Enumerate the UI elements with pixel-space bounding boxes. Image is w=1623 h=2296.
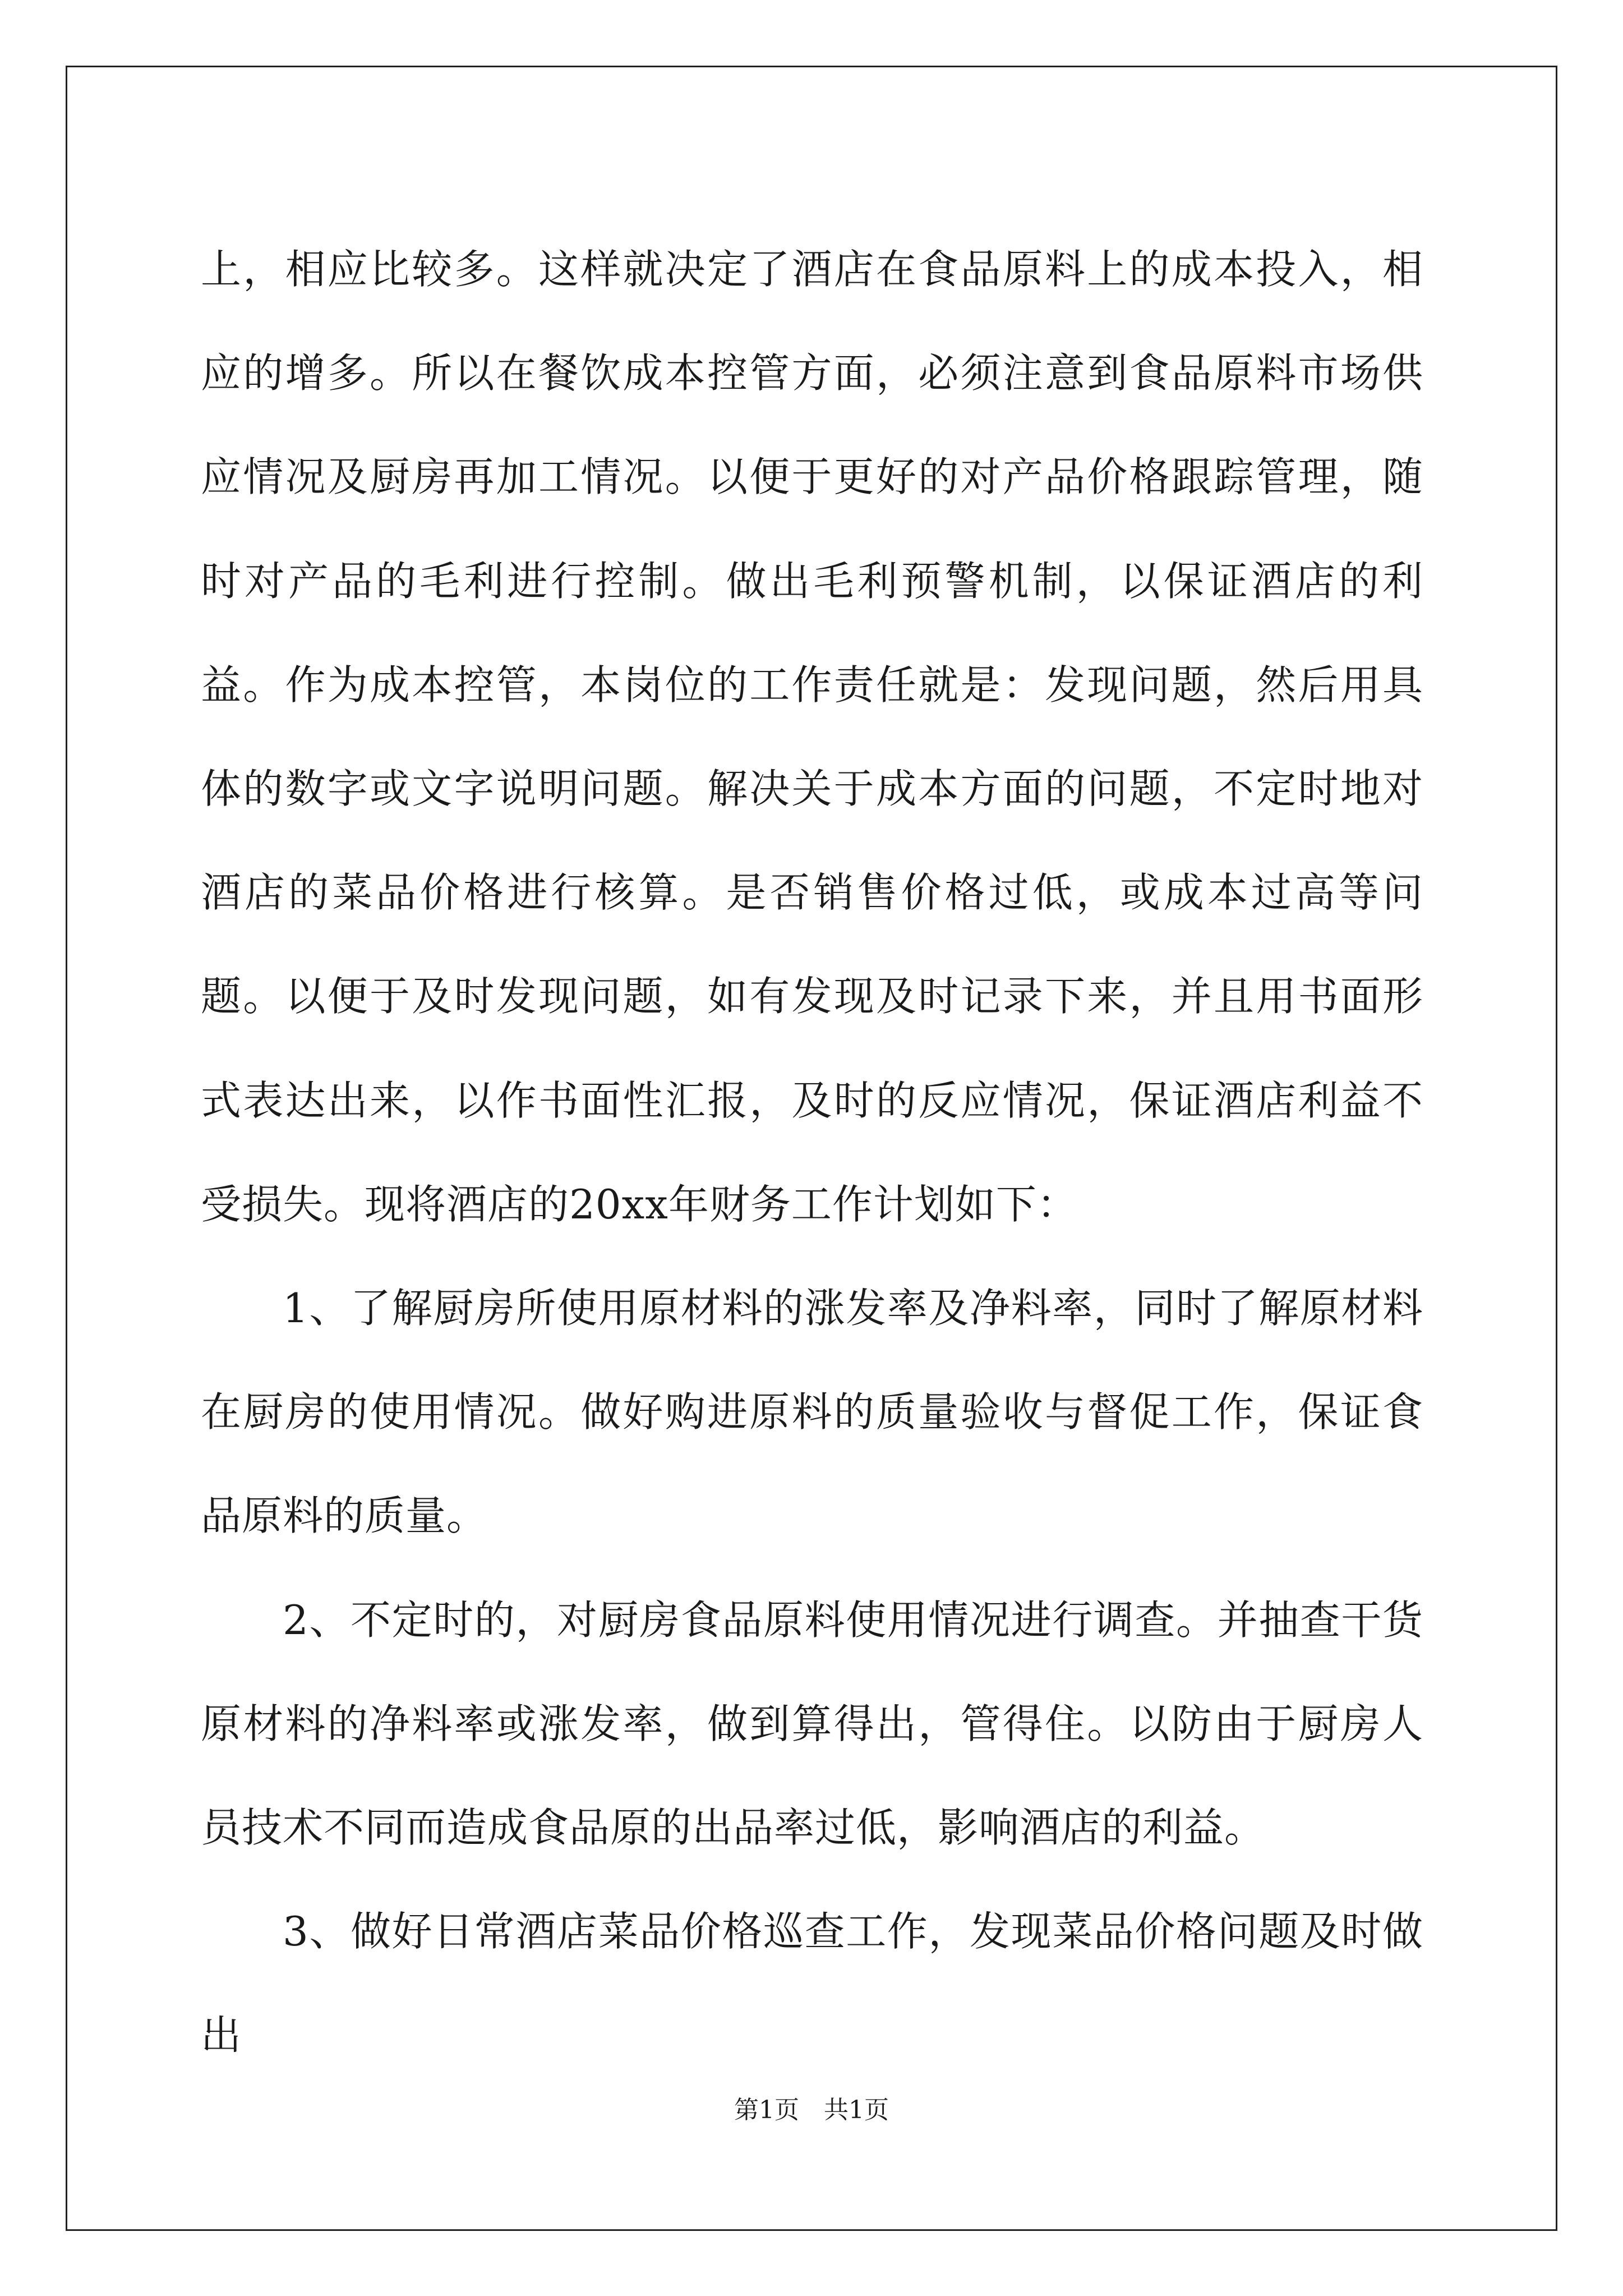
paragraph-item-3: 3、做好日常酒店菜品价格巡查工作，发现菜品价格问题及时做出 — [201, 1908, 1423, 2059]
page-number-footer: 第1页 共1页 — [734, 2096, 889, 2124]
paragraph-intro: 上，相应比较多。这样就决定了酒店在食品原料上的成本投入，相应的增多。所以在餐饮成本控管方面，必须注意到食品原料市场供应情况及厨房再加工情况。以便于更好的对产品价格跟踪管理，随时对产品的毛利进行控制。做出毛利预警机制，以保证酒店的利益。作为成本控管，本岗位的工作责任就是：发现问题，然后用具体的数字或文字说明问题。解决关于成本方面的问题，不定时地对酒店的菜品价格进行核算。是否销售价格过低，或成本过高等问题。以便于及时发现问题，如有发现及时记录下来，并且用书面形式表达出来，以作书面性汇报，及时的反应情况，保证酒店利益不受损失。现将酒店的20xx年财务工作计划如下： — [201, 246, 1423, 1228]
paragraph-item-1: 1、了解厨房所使用原材料的涨发率及净料率，同时了解原材料在厨房的使用情况。做好购进原料的质量验收与督促工作，保证食品原料的质量。 — [201, 1285, 1423, 1540]
paragraph-item-2: 2、不定时的，对厨房食品原料使用情况进行调查。并抽查干货原材料的净料率或涨发率，做到算得出，管得住。以防由于厨房人员技术不同而造成食品原的出品率过低，影响酒店的利益。 — [201, 1596, 1423, 1852]
document-body — [201, 218, 1423, 2088]
